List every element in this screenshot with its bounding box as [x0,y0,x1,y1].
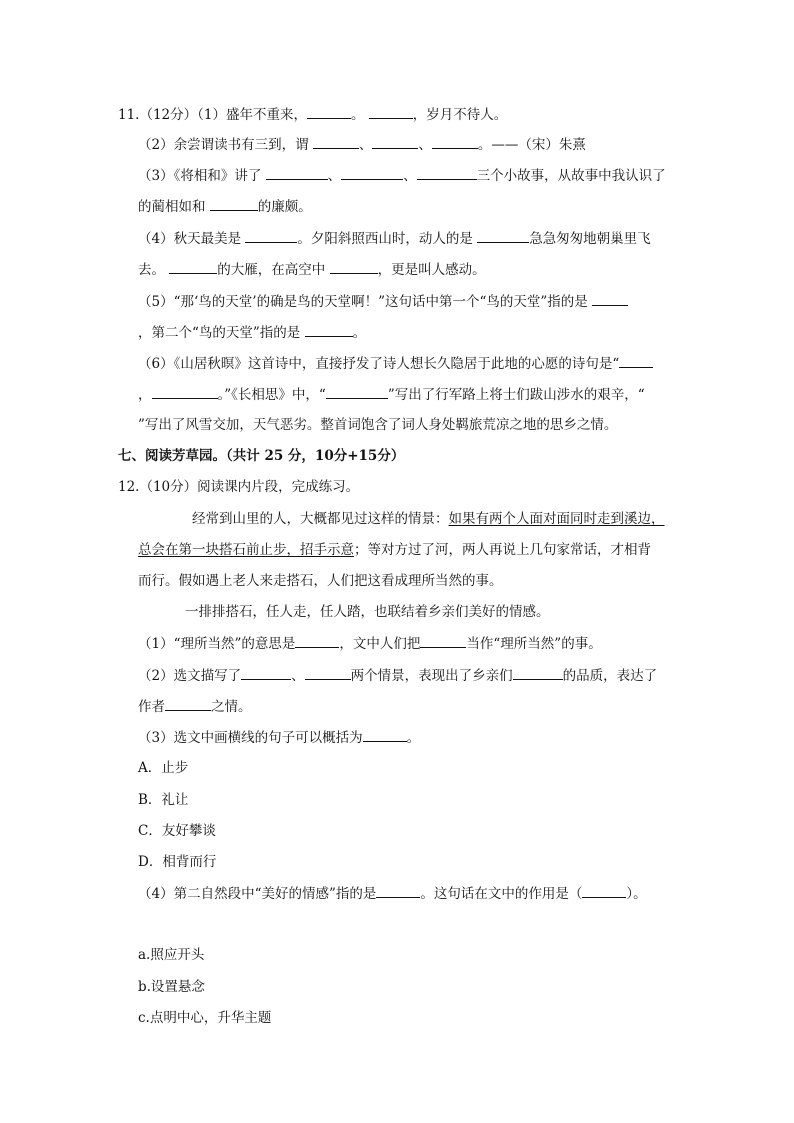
q11-text: 的大雁，在高空中 [217,262,330,278]
q12-text: 两个情景，表现出了乡亲们 [350,668,513,684]
q12-text: 。 [406,730,421,746]
q11-text: 。夕阳斜照西山时，动人的是 [297,231,478,247]
q11-text: （4）秋天最美是 [138,231,246,247]
q12-text: 的品质，表达了 [562,668,658,684]
q11-text: 。——（宋）朱熹 [477,137,586,153]
q12-para1-line3 [138,572,503,590]
blank[interactable] [432,135,478,149]
q11-text: （6）《山居秋暝》这首诗中，直接抒发了诗人想长久隐居于此地的心愿的诗句是“ [138,356,620,372]
q11-line-4 [138,197,312,216]
q12-text: ）。 [626,886,647,902]
q11-text: 。”《长相思》中，“ [217,387,326,403]
q12-text: 当作“理所当然”的事。 [466,636,602,652]
blank[interactable] [619,354,653,368]
q12-sub1 [138,634,602,653]
q12-sub3 [138,728,420,747]
q11-text: 三个小故事，从故事中我认识了 [476,168,666,184]
q12-text: 作者 [138,699,165,715]
option-label: a.照应开头 [138,947,205,963]
q11-line-6 [138,260,486,279]
q11-text: （3）《将相和》讲了 [138,168,266,184]
blank[interactable] [582,884,626,898]
q11-text: 。 [351,107,365,123]
q12-text: ；等对方过了河，两人再说上几句家常话，才相背 [354,542,651,558]
q11-text: 的廉颇。 [257,199,312,215]
q11-text: 、 [358,137,373,153]
blank[interactable] [326,385,388,399]
q12-text: 经常到山里的人，大概都见过这样的情景： [192,511,449,527]
q12-text: （3）选文中画横线的句子可以概括为 [138,730,363,746]
q12-sub2-line2 [138,697,252,716]
blank[interactable] [241,666,291,680]
blank[interactable] [245,229,297,243]
blank[interactable] [341,166,403,180]
q11-line-3 [138,166,666,185]
blank[interactable] [369,105,413,119]
blank[interactable] [477,229,529,243]
section-heading [118,447,404,465]
q11-text: ， [138,387,152,403]
blank[interactable] [372,135,418,149]
blank[interactable] [513,666,563,680]
q11-text: 。 [352,325,367,341]
q12-text: （2）选文描写了 [138,668,242,684]
q12-text: （1）“理所当然”的意思是 [138,636,296,652]
option-label: B．礼让 [138,792,189,808]
q11-line-10 [138,385,645,404]
underlined-sentence: 总会在第一块搭石前止步，招手示意 [138,542,354,558]
blank[interactable] [295,634,339,648]
q11-text: ，第二个“鸟的天堂”指的是 [138,325,305,341]
q12-para1-line2 [138,541,651,559]
q11-text: ，更是叫人感动。 [377,262,486,278]
q12-text: 之情。 [211,699,252,715]
blank[interactable] [592,292,628,306]
q11-head: 11.（12分）（1）盛年不重来， [118,107,307,123]
option-b[interactable] [138,791,188,809]
q11-line-8 [138,323,366,342]
q12-text: 12.（10分）阅读课内片段，完成练习。 [118,479,360,495]
blank[interactable] [305,666,351,680]
q11-line-11 [138,416,617,434]
blank[interactable] [307,105,351,119]
blank[interactable] [169,260,217,274]
blank[interactable] [313,135,359,149]
blank[interactable] [266,166,328,180]
q11-text: ，岁月不待人。 [412,107,508,123]
q12-sub4 [138,884,647,903]
sub-option-a[interactable] [138,946,204,964]
q12-text: （4）第二自然段中“美好的情感”指的是 [138,886,377,902]
sub-option-c[interactable] [138,1009,271,1027]
option-c[interactable] [138,822,216,840]
q11-text: 、 [327,168,342,184]
blank[interactable] [420,634,466,648]
underlined-sentence: 如果有两个人面对面同时走到溪边， [448,511,665,527]
blank[interactable] [417,166,477,180]
q12-para2 [185,603,550,621]
q12-sub2 [138,666,657,685]
section-title: 七、阅读芳草园。（共计 25 分，10分+15分） [118,448,405,464]
q11-line-2 [138,135,586,154]
blank[interactable] [363,728,407,742]
q11-line-7 [138,292,628,311]
q11-text: 、 [418,137,432,153]
option-d[interactable] [138,853,216,871]
q11-text: ”写出了行军路上将士们跋山涉水的艰辛，“ [387,387,645,403]
blank[interactable] [165,697,211,711]
option-label: A．止步 [138,760,189,776]
q11-text: 、 [403,168,417,184]
option-label: C．友好攀谈 [138,823,216,839]
q11-text: （5）“那‘鸟的天堂’的确是鸟的天堂啊！”这句话中第一个“鸟的天堂”指的是 [138,294,593,310]
q11-line-9 [138,354,653,373]
blank[interactable] [152,385,218,399]
q11-text: （2）余尝谓读书有三到，谓 [138,137,313,153]
option-label: b.设置悬念 [138,979,205,995]
q12-head [118,478,359,496]
q11-line-5 [138,229,651,248]
q12-text: 、 [291,668,305,684]
sub-option-b[interactable] [138,978,205,996]
q11-text: 去。 [138,262,170,278]
option-label: D．相背而行 [138,854,217,870]
option-label: c.点明中心，升华主题 [138,1010,272,1026]
q12-text: ，文中人们把 [339,636,421,652]
blank[interactable] [305,323,353,337]
blank[interactable] [330,260,378,274]
q11-text: ”写出了风雪交加，天气恶劣。整首词饱含了词人身处羁旅荒凉之地的思乡之情。 [138,417,618,433]
blank[interactable] [210,197,258,211]
q11-text: 的蔺相如和 [138,199,210,215]
blank[interactable] [376,884,420,898]
q12-text: 一排排搭石，任人走，任人踏，也联结着乡亲们美好的情感。 [185,604,550,620]
q11-line-1 [118,105,507,124]
q12-text: 而行。假如遇上老人来走搭石，人们把这看成理所当然的事。 [138,573,503,589]
q12-para1-line1 [192,510,665,528]
q12-text: 。这句话在文中的作用是（ [420,886,583,902]
q11-text: 急急匆匆地朝巢里飞 [529,231,651,247]
option-a[interactable] [138,759,188,777]
